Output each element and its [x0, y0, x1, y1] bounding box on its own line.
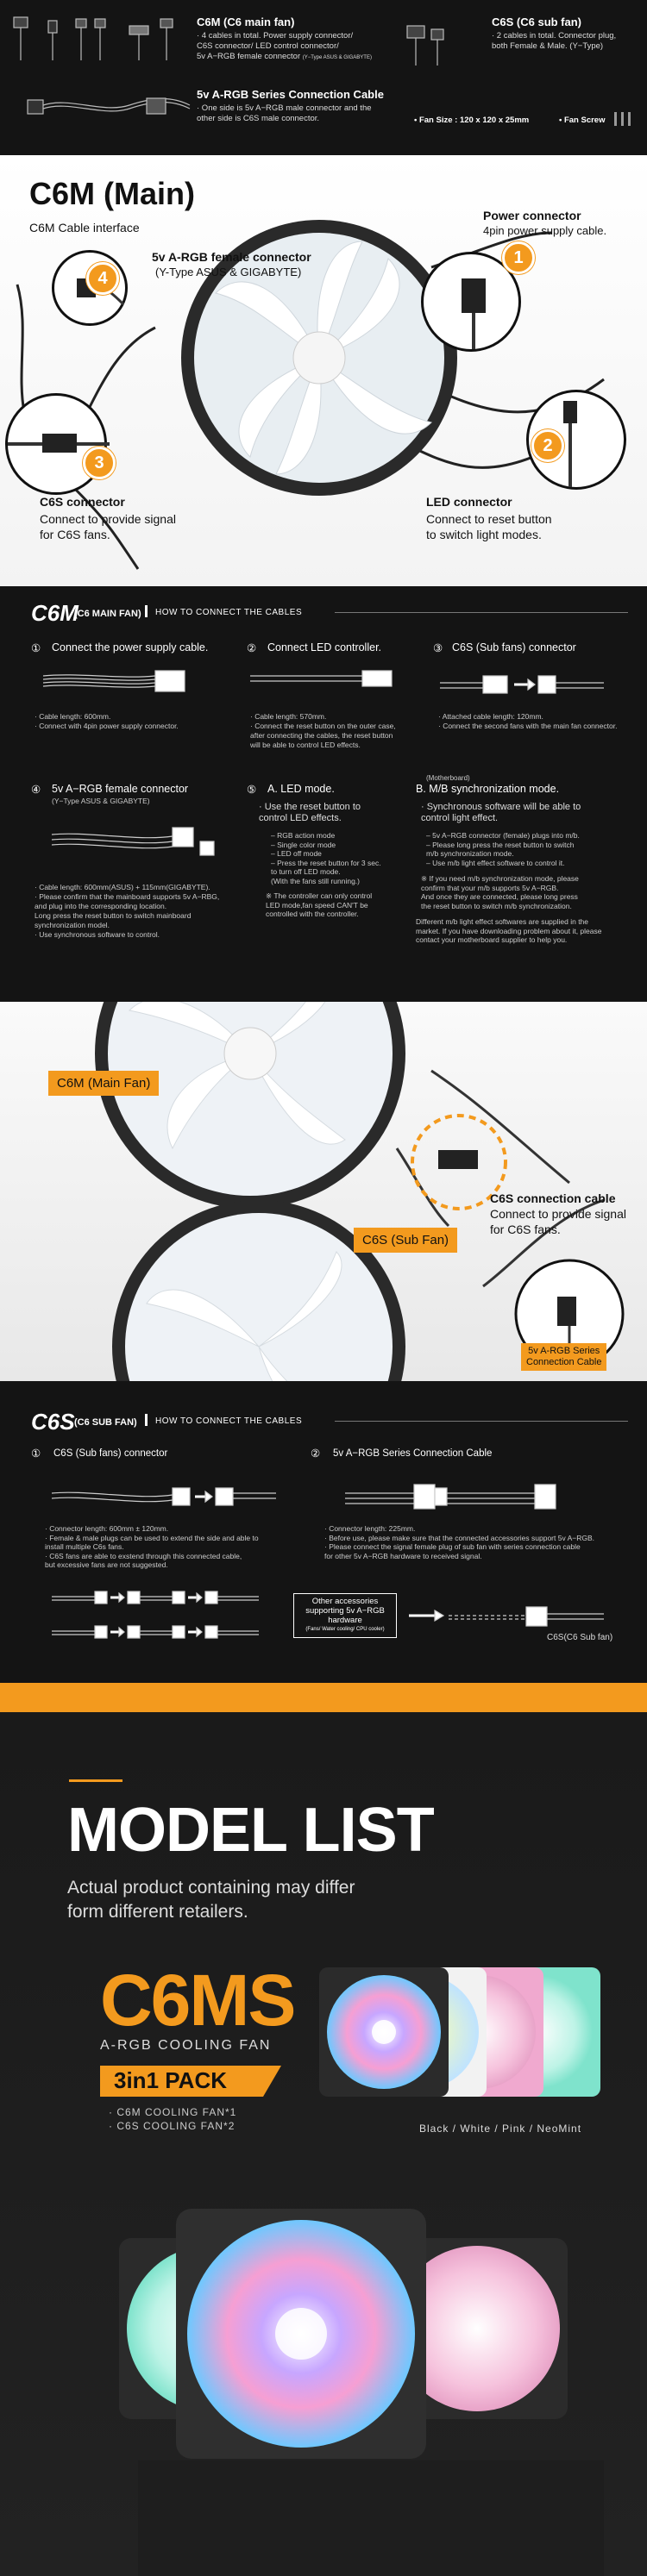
- model-list-desc-line: form different retailers.: [67, 1902, 248, 1922]
- step-5b-list-item: m/b synchronization mode.: [426, 849, 514, 858]
- step-2-desc: will be able to control LED effects.: [250, 741, 361, 749]
- step-4-desc: and plug into the corresponding location.: [35, 902, 167, 910]
- sub-fan-tag: C6S (Sub Fan): [354, 1228, 457, 1253]
- c6m-how-to-section: [0, 586, 647, 1002]
- step-5b-footer: [416, 917, 601, 945]
- series-cable-title: 5v A-RGB Series Connection Cable: [197, 88, 384, 101]
- series-cable-tag-line: Connection Cable: [526, 1357, 602, 1367]
- model-list-title: MODEL LIST: [67, 1796, 434, 1865]
- step-5a-note-line: LED mode,fan speed CAN'T be: [266, 900, 368, 910]
- c6s-logo: C6S: [31, 1409, 75, 1435]
- series-desc-line: · One side is 5v A−RGB male connector and the: [197, 103, 372, 113]
- fan-screw-icon: [0, 0, 647, 155]
- series-desc-line: other side is C6S male connector.: [197, 114, 320, 123]
- c6s-step-1-desc-line: install multiple C6s fans.: [45, 1542, 124, 1551]
- step-5b-list-item: – Use m/b light effect software to control it.: [426, 858, 565, 867]
- step-5a-note-line: controlled with the controller.: [266, 910, 359, 918]
- c6m-desc-small: (Y−Type ASUS & GIGABYTE): [302, 55, 372, 60]
- pack-item: · C6S COOLING FAN*2: [109, 2120, 236, 2132]
- step-2-title: Connect LED controller.: [267, 641, 382, 653]
- step-5b-note-line: the reset button to switch m/b synchronization.: [421, 901, 572, 910]
- c6m-logo: C6M: [31, 600, 79, 626]
- step-4-desc: · Use synchronous software to control.: [35, 930, 160, 939]
- step-4-desc: · Please confirm that the mainboard supports 5v A−RBG,: [35, 892, 220, 901]
- step-1-desc: · Cable length: 600mm.: [35, 712, 111, 721]
- step-3-desc: · Connect the second fans with the main fan connector.: [438, 722, 618, 730]
- step-1-desc: · Connect with 4pin power supply connector.: [35, 722, 179, 730]
- c6s-step-2-title: 5v A−RGB Series Connection Cable: [333, 1448, 493, 1459]
- step-5a-desc-line: control LED effects.: [259, 813, 342, 823]
- c6s-step-2-desc-line: · Before use, please make sure that the connected accessories support 5v A−RGB.: [324, 1533, 595, 1542]
- power-connector-desc: 4pin power supply cable.: [483, 224, 607, 237]
- led-connector-title: LED connector: [426, 495, 512, 509]
- step-5a-list-item: – RGB action mode: [271, 831, 336, 840]
- pack-label: 3in1 PACK: [114, 2067, 227, 2093]
- step-number: ③: [433, 642, 443, 654]
- model-list-section: [0, 1712, 647, 2576]
- fan-connection-photo: [0, 1002, 647, 1381]
- how-to-heading: HOW TO CONNECT THE CABLES: [155, 1416, 303, 1426]
- step-3-title: C6S (Sub fans) connector: [452, 641, 576, 653]
- fan-screw: • Fan Screw: [559, 116, 606, 125]
- c6s-step-2-desc-line: for other 5v A−RGB hardware to received signal.: [324, 1551, 482, 1560]
- c6m-main-section: [0, 155, 647, 586]
- step-5a-list: [271, 831, 381, 885]
- box-line: Other accessories: [311, 1597, 379, 1606]
- accent-divider: [0, 1683, 647, 1712]
- c6m-desc-line: 5v A−RGB female connector: [197, 52, 301, 61]
- fan-size: • Fan Size : 120 x 120 x 25mm: [414, 116, 530, 125]
- argb-connector-desc: (Y-Type ASUS & GIGABYTE): [155, 266, 302, 278]
- c6s-desc-line: both Female & Male. (Y−Type): [492, 41, 604, 51]
- step-5a-desc: [259, 802, 361, 824]
- product-fans-illustration: [0, 1712, 647, 2576]
- brand-subtitle: A-RGB COOLING FAN: [100, 2038, 272, 2053]
- page-title: C6M (Main): [29, 176, 195, 211]
- step-5a-list-item: – Press the reset button for 3 sec.: [271, 858, 381, 867]
- step-1-title: Connect the power supply cable.: [52, 641, 209, 653]
- c6s-step-2-desc-line: · Please connect the signal female plug of sub fan with series connection cable: [324, 1542, 581, 1551]
- brand-logo: C6MS: [100, 1960, 295, 2041]
- c6s-step-1-desc: [45, 1524, 259, 1570]
- c6s-connector-desc: for C6S fans.: [40, 528, 110, 541]
- step-number: ⑤: [247, 784, 257, 796]
- step-number: ①: [31, 642, 41, 654]
- c6s-cable-desc: for C6S fans.: [490, 1222, 561, 1236]
- c6s-step-1-title: C6S (Sub fans) connector: [53, 1448, 168, 1459]
- box-line-small: (Fans/ Water cooling/ CPU cooler): [305, 1627, 385, 1632]
- step-2-desc: · Connect the reset button on the outer case,: [250, 722, 396, 730]
- how-to-heading: HOW TO CONNECT THE CABLES: [155, 608, 303, 617]
- step-4-sub: (Y−Type ASUS & GIGABYTE): [52, 797, 150, 805]
- step-4-desc: synchronization model.: [35, 921, 110, 929]
- led-connector-desc: Connect to reset button: [426, 512, 552, 526]
- c6s-step-1-desc-line: · Female & male plugs can be used to extend the side and able to: [45, 1533, 259, 1542]
- step-5b-note: [421, 874, 579, 910]
- step-number: ①: [31, 1447, 41, 1460]
- callout-number-3: 3: [83, 447, 116, 479]
- color-options: Black / White / Pink / NeoMint: [419, 2123, 582, 2135]
- model-list-desc-line: Actual product containing may differ: [67, 1878, 355, 1898]
- step-5b-small: (Motherboard): [426, 774, 470, 782]
- c6s-step-1-desc-line: but excessive fans are not suggested.: [45, 1560, 168, 1569]
- step-5b-list: [426, 831, 580, 867]
- c6s-connector-zoom: [5, 393, 107, 495]
- step-number: ②: [311, 1447, 321, 1460]
- step-5b-list-item: – 5v A−RGB connector (female) plugs into m/b.: [426, 831, 580, 840]
- step-5a-list-item: – Single color mode: [271, 840, 336, 849]
- c6m-desc-line: C6S connector/ LED control connector/: [197, 41, 339, 51]
- callout-number-4: 4: [86, 262, 119, 295]
- step-5b-list-item: – Please long press the reset button to switch: [426, 840, 575, 849]
- callout-number-1: 1: [502, 241, 535, 274]
- c6s-step-2-desc-line: · Connector length: 225mm.: [324, 1524, 416, 1533]
- c6s-step-1-desc-line: · Connector length: 600mm ± 120mm.: [45, 1524, 169, 1533]
- step-5b-desc-line: · Synchronous software will be able to: [421, 802, 581, 812]
- page-subtitle: C6M Cable interface: [29, 221, 140, 234]
- pack-item: · C6M COOLING FAN*1: [109, 2106, 237, 2118]
- led-connector-desc: to switch light modes.: [426, 528, 542, 541]
- step-5b-footer-line: contact your motherboard supplier to help you.: [416, 935, 568, 944]
- step-4-desc: · Cable length: 600mm(ASUS) + 115mm(GIGABYTE).: [35, 883, 210, 891]
- c6s-logo-sub: (C6 SUB FAN): [74, 1417, 137, 1428]
- c6s-sub-label: C6S(C6 Sub fan): [547, 1633, 613, 1642]
- step-5a-desc-line: · Use the reset button to: [259, 802, 361, 812]
- step-5a-list-item: – LED off mode: [271, 849, 322, 858]
- c6m-desc-line: · 4 cables in total. Power supply connector/: [197, 31, 354, 41]
- pack-contents: [109, 2105, 236, 2133]
- step-5b-desc: [421, 802, 581, 824]
- step-5a-title: A. LED mode.: [267, 783, 335, 795]
- step-5b-footer-line: Different m/b light effect softwares are supplied in the: [416, 917, 589, 926]
- box-line: supporting 5v A−RGB: [305, 1606, 385, 1616]
- c6s-cable-desc: Connect to provide signal: [490, 1207, 626, 1221]
- power-connector-title: Power connector: [483, 209, 581, 222]
- c6s-connector-title: C6S connector: [40, 495, 125, 509]
- step-5b-footer-line: market. If you have downloading problem about it, please: [416, 926, 602, 935]
- step-2-desc: after connecting the cables, the reset button: [250, 731, 393, 740]
- c6s-step-1-desc-line: · C6S fans are able to exstend through this connected cable,: [45, 1551, 242, 1560]
- main-fan-tag: C6M (Main Fan): [48, 1071, 159, 1096]
- step-number: ②: [247, 642, 257, 654]
- product-overview: [0, 0, 647, 155]
- step-5b-desc-line: control light effect.: [421, 813, 499, 823]
- step-5b-note-line: confirm that your m/b supports 5v A−RGB.: [421, 883, 559, 892]
- step-5a-note: [266, 891, 372, 919]
- c6s-connector-desc: Connect to provide signal: [40, 512, 176, 526]
- c6s-cable-title: C6S connection cable: [490, 1191, 616, 1205]
- step-5b-note-line: ※ If you need m/b synchronization mode, please: [421, 874, 579, 883]
- c6s-title: C6S (C6 sub fan): [492, 16, 582, 28]
- step-5a-note-line: ※ The controller can only control: [266, 891, 373, 900]
- step-2-desc: · Cable length: 570mm.: [250, 712, 327, 721]
- step-4-title: 5v A−RGB female connector: [52, 783, 189, 795]
- c6s-desc-line: · 2 cables in total. Connector plug,: [492, 31, 617, 41]
- step-5b-note-line: And once they are connected, please long press: [421, 892, 578, 901]
- step-number: ④: [31, 784, 41, 796]
- step-5a-list-item: to turn off LED mode.: [271, 867, 341, 876]
- callout-number-2: 2: [531, 429, 564, 462]
- c6m-logo-sub: (C6 MAIN FAN): [74, 609, 141, 619]
- step-5b-title: B. M/B synchronization mode.: [416, 783, 560, 795]
- series-cable-tag-line: 5v A-RGB Series: [528, 1346, 600, 1356]
- c6m-title: C6M (C6 main fan): [197, 16, 295, 28]
- box-line: hardware: [328, 1616, 362, 1625]
- c6s-how-to-section: [0, 1381, 647, 1683]
- argb-connector-title: 5v A-RGB female connector: [152, 250, 311, 264]
- step-4-desc: Long press the reset button to switch mainboard: [35, 911, 192, 920]
- c6s-step-2-desc: [324, 1524, 594, 1560]
- step-3-desc: · Attached cable length: 120mm.: [438, 712, 543, 721]
- other-accessories-box: [293, 1593, 397, 1638]
- series-cable-tag: [521, 1343, 606, 1371]
- step-5a-list-item: (With the fans still running.): [271, 876, 360, 885]
